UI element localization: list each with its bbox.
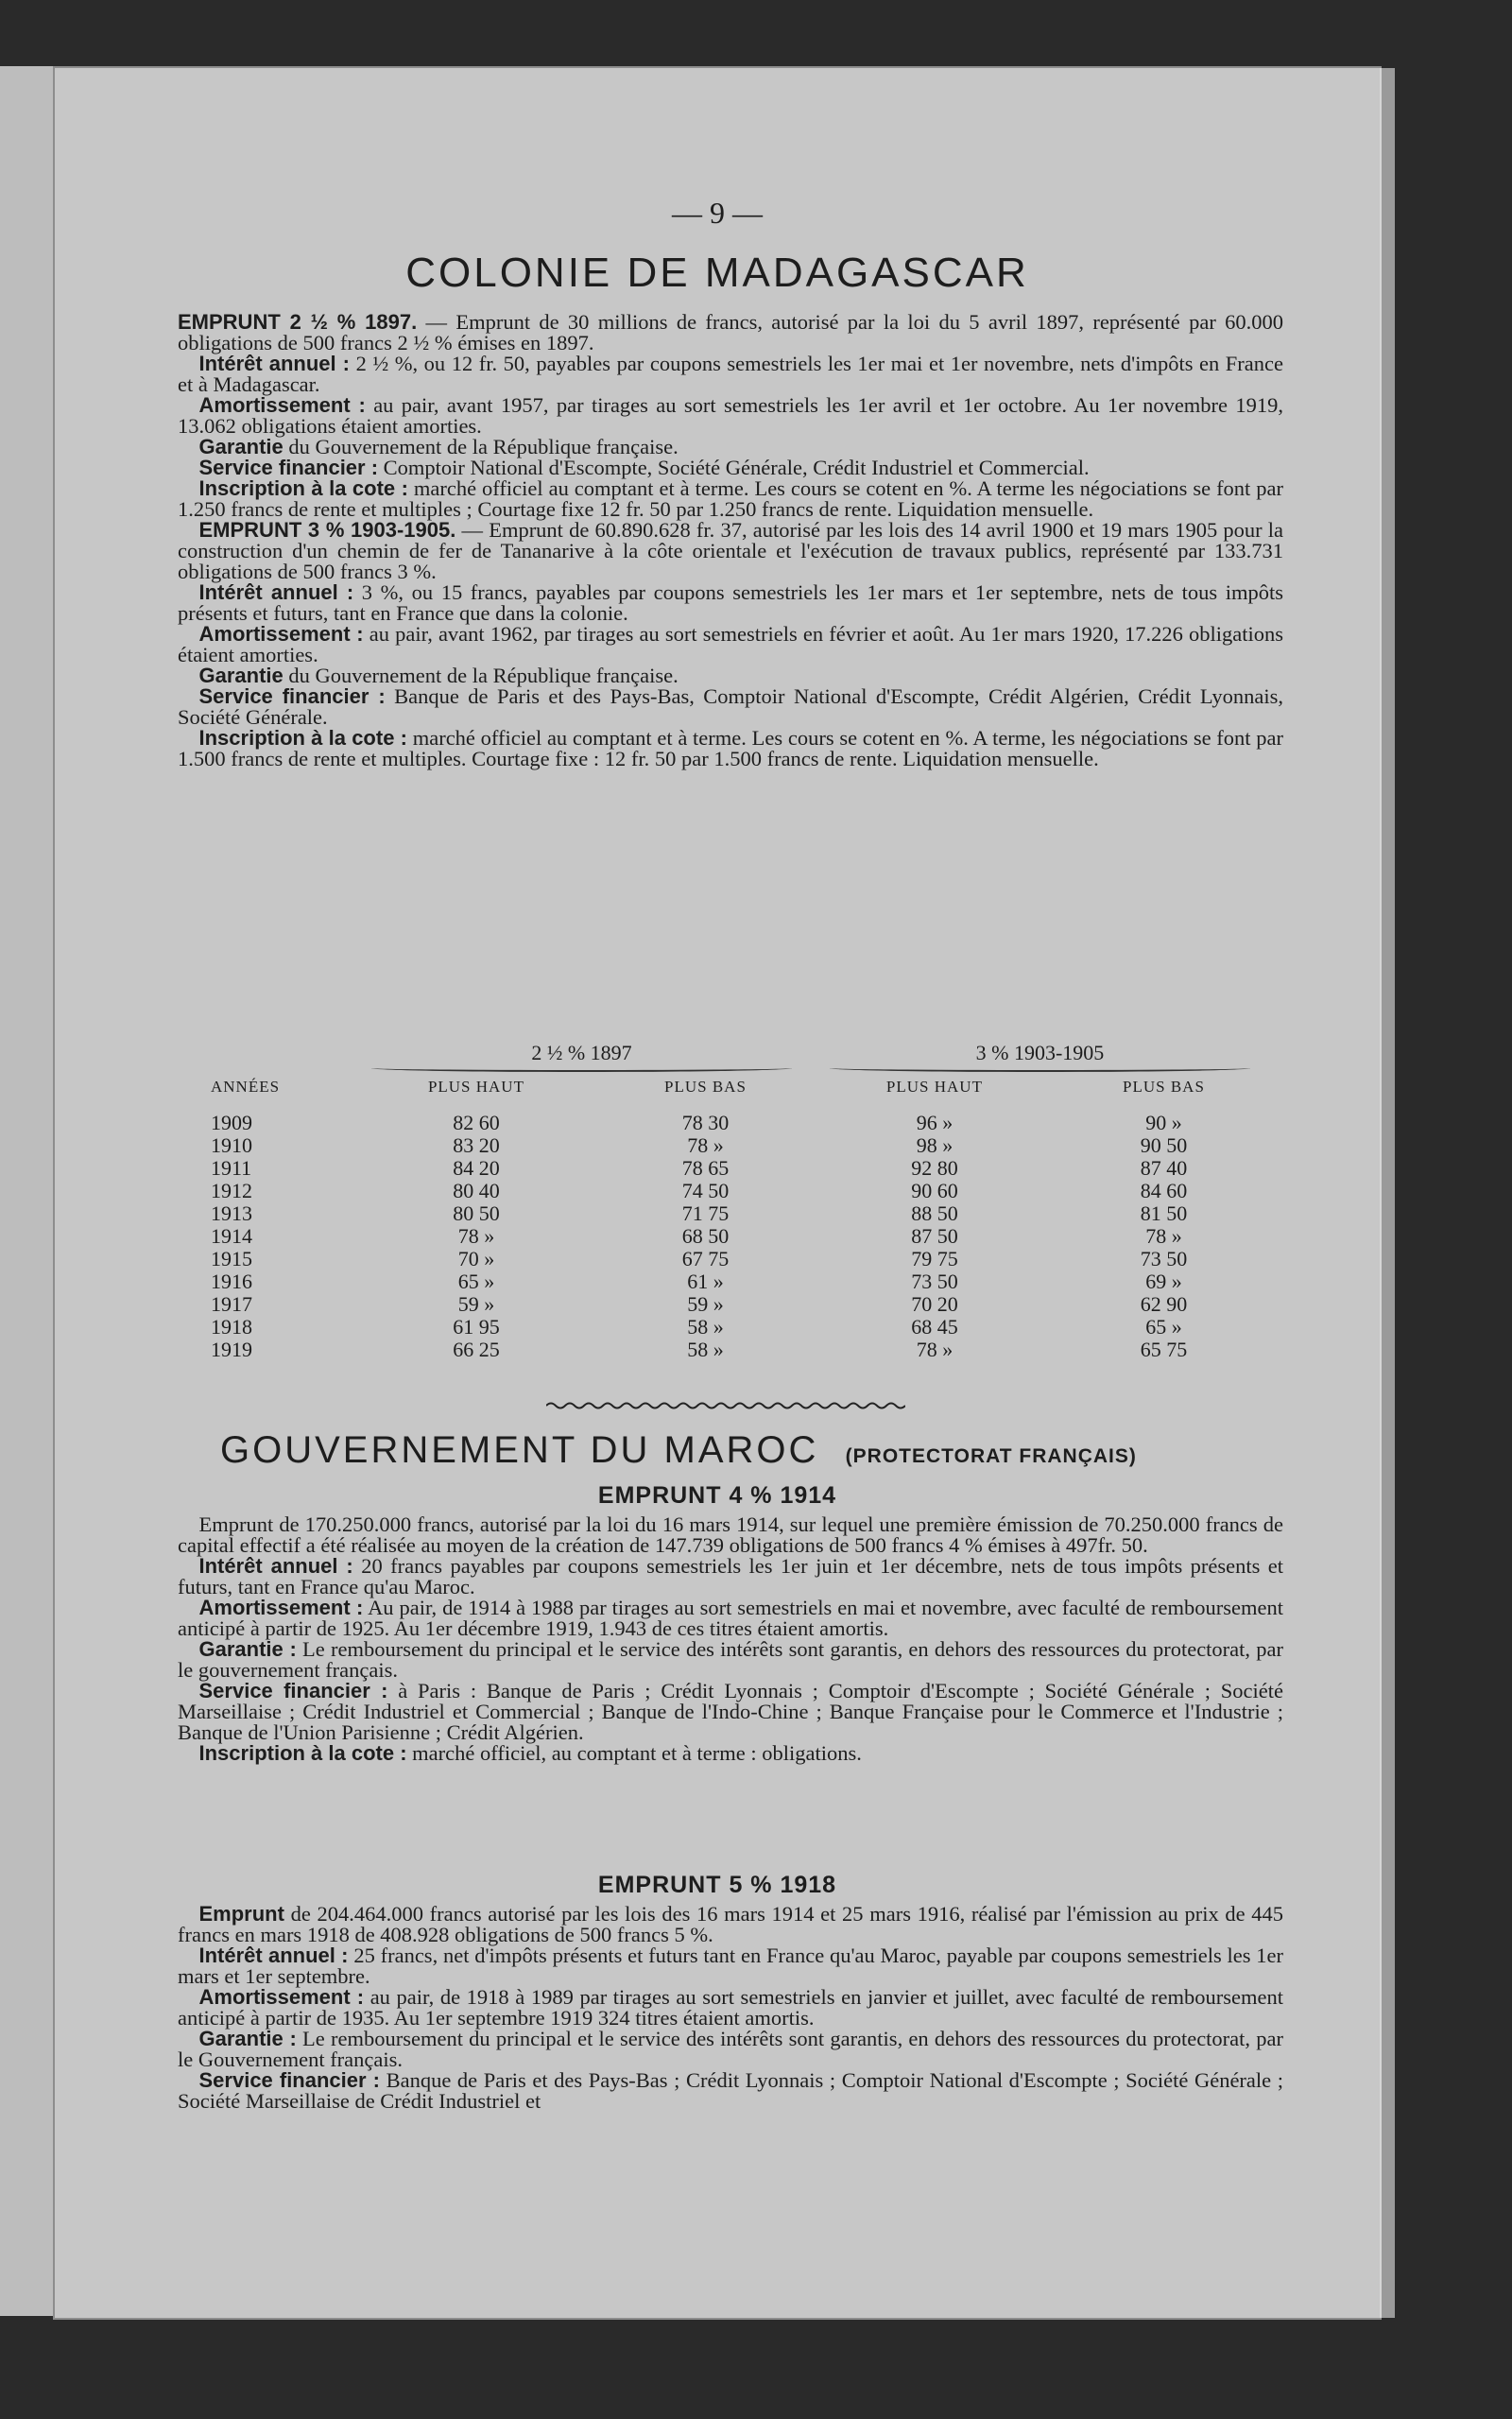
- table-row: [211, 1202, 1269, 1225]
- quote-cell: 65 75: [1140, 1338, 1188, 1361]
- page-number: — 9 —: [672, 196, 763, 230]
- page-edge: [1380, 68, 1395, 2318]
- paragraph: Emprunt de 170.250.000 francs, autorisé par la loi du 16 mars 1914, sur lequel une première émission de 70.250.000 francs de capital effectif a été réalisée au moyen de la création de 147.739 obligations de 500 francs 4 % émises à 497fr. 50.: [178, 1512, 1283, 1557]
- quote-cell: 78 »: [916, 1338, 954, 1361]
- section-title-madagascar: COLONIE DE MADAGASCAR: [405, 250, 1029, 296]
- quote-cell: 80 40: [453, 1179, 500, 1202]
- paragraph: Inscription à la cote : marché officiel au comptant et à terme. Les cours se cotent en %. A terme, les négociations se font par 1.500 francs de rente et multiples. Courtage fixe : 12 fr. 50 par 1.500 francs de rente. Liquidation mensuelle.: [178, 726, 1284, 770]
- quote-cell: 84 60: [1140, 1179, 1188, 1202]
- quote-cell: 98 »: [916, 1133, 954, 1157]
- quote-cell: 67 75: [681, 1247, 730, 1270]
- table-row: [211, 1293, 1269, 1316]
- left-page-edge: [0, 66, 61, 2316]
- table-row: [211, 1225, 1269, 1248]
- group-header-1897: 2 ½ % 1897: [352, 1042, 811, 1076]
- paragraph: Intérêt annuel : 3 %, ou 15 francs, payables par coupons semestriels les 1er mars et 1er septembre, nets de tous impôts présents et futurs, tant en France que dans la colonie.: [178, 580, 1284, 625]
- paragraph: Intérêt annuel : 2 ½ %, ou 12 fr. 50, payables par coupons semestriels les 1er mai et 1er novembre, nets d'impôts en France et à Madagascar.: [178, 352, 1284, 396]
- paragraph: EMPRUNT 2 ½ % 1897. — Emprunt de 30 millions de francs, autorisé par la loi du 5 avril 1897, représenté par 60.000 obligations de 500 francs 2 ½ % émises en 1897.: [178, 310, 1283, 354]
- year-cell: 1914: [211, 1224, 252, 1248]
- quote-cell: 90 50: [1140, 1133, 1188, 1157]
- year-cell: 1909: [211, 1111, 252, 1134]
- quote-cell: 78 65: [681, 1156, 730, 1180]
- table-row: [211, 1339, 1269, 1361]
- group-header-1903: 3 % 1903-1905: [811, 1042, 1269, 1076]
- quote-cell: 61 95: [453, 1315, 500, 1339]
- year-cell: 1910: [211, 1133, 252, 1157]
- paragraph: Garantie du Gouvernement de la République française.: [198, 664, 679, 687]
- quote-cell: 66 25: [453, 1338, 500, 1361]
- quote-cell: 61 »: [687, 1270, 724, 1293]
- quote-cell: 73 50: [911, 1270, 958, 1293]
- paragraph: Amortissement : au pair, avant 1957, par tirages au sort semestriels les 1er avril et 1er octobre. Au 1er novembre 1919, 13.062 obligations étaient amorties.: [178, 393, 1284, 438]
- col-header-years: ANNÉES: [211, 1078, 281, 1096]
- quote-cell: 62 90: [1140, 1292, 1188, 1316]
- section-title-maroc: GOUVERNEMENT DU MAROC (PROTECTORAT FRANÇAIS): [220, 1429, 1137, 1471]
- quote-cell: 82 60: [453, 1111, 500, 1134]
- quote-cell: 70 20: [911, 1292, 958, 1316]
- col-header-high-2: PLUS HAUT: [885, 1078, 983, 1096]
- subheading-emprunt-1918: EMPRUNT 5 % 1918: [597, 1872, 837, 1898]
- paragraph: Inscription à la cote : marché officiel, au comptant et à terme : obligations.: [198, 1741, 862, 1765]
- paragraph: Service financier : Comptoir National d'Escompte, Société Générale, Crédit Industriel et Commercial.: [198, 456, 1090, 479]
- table-row: [211, 1134, 1269, 1157]
- year-cell: 1916: [211, 1270, 252, 1293]
- paragraph: Amortissement : au pair, avant 1962, par tirages au sort semestriels en février et août. Au 1er mars 1920, 17.226 obligations étaient amorties.: [178, 622, 1284, 666]
- quote-cell: 58 »: [687, 1315, 724, 1339]
- paragraph: Garantie : Le remboursement du principal et le service des intérêts sont garantis, en dehors des ressources du protectorat, par le Gouvernement français.: [178, 2027, 1283, 2071]
- quote-cell: 90 60: [911, 1179, 958, 1202]
- paragraph: Intérêt annuel : 25 francs, net d'impôts présents et futurs tant en France qu'au Maroc, payable par coupons semestriels les 1er mars et 1er septembre.: [178, 1944, 1284, 1988]
- paragraph: Amortissement : Au pair, de 1914 à 1988 par tirages au sort semestriels en mai et novembre, avec faculté de remboursement anticipé à partir de 1925. Au 1er décembre 1919, 1.943 de ces titres étaient amortis.: [178, 1596, 1283, 1640]
- quote-cell: 81 50: [1140, 1201, 1188, 1225]
- quote-cell: 90 »: [1145, 1111, 1182, 1134]
- year-cell: 1913: [211, 1201, 252, 1225]
- quote-cell: 69 »: [1145, 1270, 1182, 1293]
- paragraph: Emprunt de 204.464.000 francs autorisé par les lois des 16 mars 1914 et 25 mars 1916, réalisé par l'émission au prix de 445 francs en mars 1918 de 408.928 obligations de 500 francs 5 %.: [178, 1902, 1284, 1946]
- quote-cell: 92 80: [911, 1156, 958, 1180]
- quote-cell: 68 45: [911, 1315, 958, 1339]
- quote-cell: 88 50: [911, 1201, 958, 1225]
- paragraph: Service financier : Banque de Paris et des Pays-Bas ; Crédit Lyonnais ; Comptoir National d'Escompte ; Société Générale ; Société Marseillaise de Crédit Industriel et: [178, 2068, 1283, 2113]
- quote-cell: 84 20: [453, 1156, 500, 1180]
- quote-cell: 59 »: [687, 1292, 724, 1316]
- year-cell: 1915: [211, 1247, 252, 1270]
- maroc-1918-text-block: [178, 1904, 1283, 2112]
- paragraph: Garantie : Le remboursement du principal et le service des intérêts sont garantis, en dehors des ressources du protectorat, par le gouvernement français.: [178, 1637, 1283, 1682]
- col-header-low-1: PLUS BAS: [664, 1078, 747, 1096]
- paragraph: Intérêt annuel : 20 francs payables par coupons semestriels les 1er juin et 1er décembre, nets de tous impôts présents et futurs, tant en France qu'au Maroc.: [178, 1554, 1284, 1598]
- year-cell: 1918: [211, 1315, 252, 1339]
- quote-cell: 65 »: [1145, 1315, 1182, 1339]
- title-note: (PROTECTORAT FRANÇAIS): [845, 1445, 1137, 1467]
- table-row: [211, 1316, 1269, 1339]
- quote-cell: 59 »: [457, 1292, 495, 1316]
- quote-cell: 80 50: [453, 1201, 500, 1225]
- quote-cell: 78 30: [681, 1111, 730, 1134]
- madagascar-text-block: [178, 312, 1283, 769]
- quote-cell: 87 40: [1140, 1156, 1188, 1180]
- quotes-table: [211, 1042, 1269, 1361]
- paragraph: Garantie du Gouvernement de la République française.: [198, 435, 679, 458]
- quote-cell: 83 20: [453, 1133, 500, 1157]
- book-page: [55, 68, 1380, 2318]
- table-row: [211, 1270, 1269, 1293]
- quote-cell: 74 50: [681, 1179, 730, 1202]
- quote-cell: 79 75: [911, 1247, 958, 1270]
- table-row: [211, 1112, 1269, 1134]
- quote-cell: 78 »: [1145, 1224, 1182, 1248]
- quote-cell: 65 »: [457, 1270, 495, 1293]
- paragraph: Service financier : à Paris : Banque de Paris ; Crédit Lyonnais ; Comptoir d'Escompte ; Société Générale ; Société Marseillaise ; Crédit Industriel et Commercial ; Banque de l'Indo-Chine ; Banque Française pour le Commerce et l'Industrie ; Banque de l'Union Parisienne ; Crédit Algérien.: [178, 1679, 1283, 1744]
- table-row: [211, 1157, 1269, 1180]
- col-header-low-2: PLUS BAS: [1123, 1078, 1205, 1096]
- maroc-1914-text-block: [178, 1514, 1283, 1764]
- quote-cell: 70 »: [457, 1247, 495, 1270]
- subheading-emprunt-1914: EMPRUNT 4 % 1914: [597, 1482, 837, 1509]
- wavy-divider: [546, 1401, 905, 1410]
- table-row: [211, 1180, 1269, 1202]
- quote-cell: 71 75: [681, 1201, 730, 1225]
- year-cell: 1911: [211, 1156, 252, 1180]
- paragraph: Inscription à la cote : marché officiel au comptant et à terme. Les cours se cotent en %. A terme les négociations se font par 1.250 francs de rente et multiples ; Courtage fixe 12 fr. 50 par 1.250 francs de rente. Liquidation mensuelle.: [178, 476, 1284, 521]
- year-cell: 1919: [211, 1338, 252, 1361]
- paragraph: Service financier : Banque de Paris et des Pays-Bas, Comptoir National d'Escompte, Crédit Algérien, Crédit Lyonnais, Société Générale.: [178, 684, 1284, 729]
- year-cell: 1912: [211, 1179, 252, 1202]
- quote-cell: 78 »: [457, 1224, 495, 1248]
- table-row: [211, 1248, 1269, 1270]
- quote-cell: 87 50: [911, 1224, 958, 1248]
- paragraph: EMPRUNT 3 % 1903-1905. — Emprunt de 60.890.628 fr. 37, autorisé par les lois des 14 avril 1900 et 19 mars 1905 pour la construction d'un chemin de fer de Tananarive à la côte orientale et l'exécution de travaux publics, représenté par 133.731 obligations de 500 francs 3 %.: [178, 518, 1284, 583]
- quote-cell: 96 »: [916, 1111, 954, 1134]
- quote-cell: 73 50: [1140, 1247, 1188, 1270]
- quote-cell: 68 50: [681, 1224, 730, 1248]
- quote-cell: 58 »: [687, 1338, 724, 1361]
- col-header-high-1: PLUS HAUT: [427, 1078, 524, 1096]
- quote-cell: 78 »: [687, 1133, 724, 1157]
- year-cell: 1917: [211, 1292, 252, 1316]
- paragraph: Amortissement : au pair, de 1918 à 1989 par tirages au sort semestriels en janvier et juillet, avec faculté de remboursement anticipé à partir de 1935. Au 1er septembre 1919 324 titres étaient amortis.: [178, 1985, 1284, 2030]
